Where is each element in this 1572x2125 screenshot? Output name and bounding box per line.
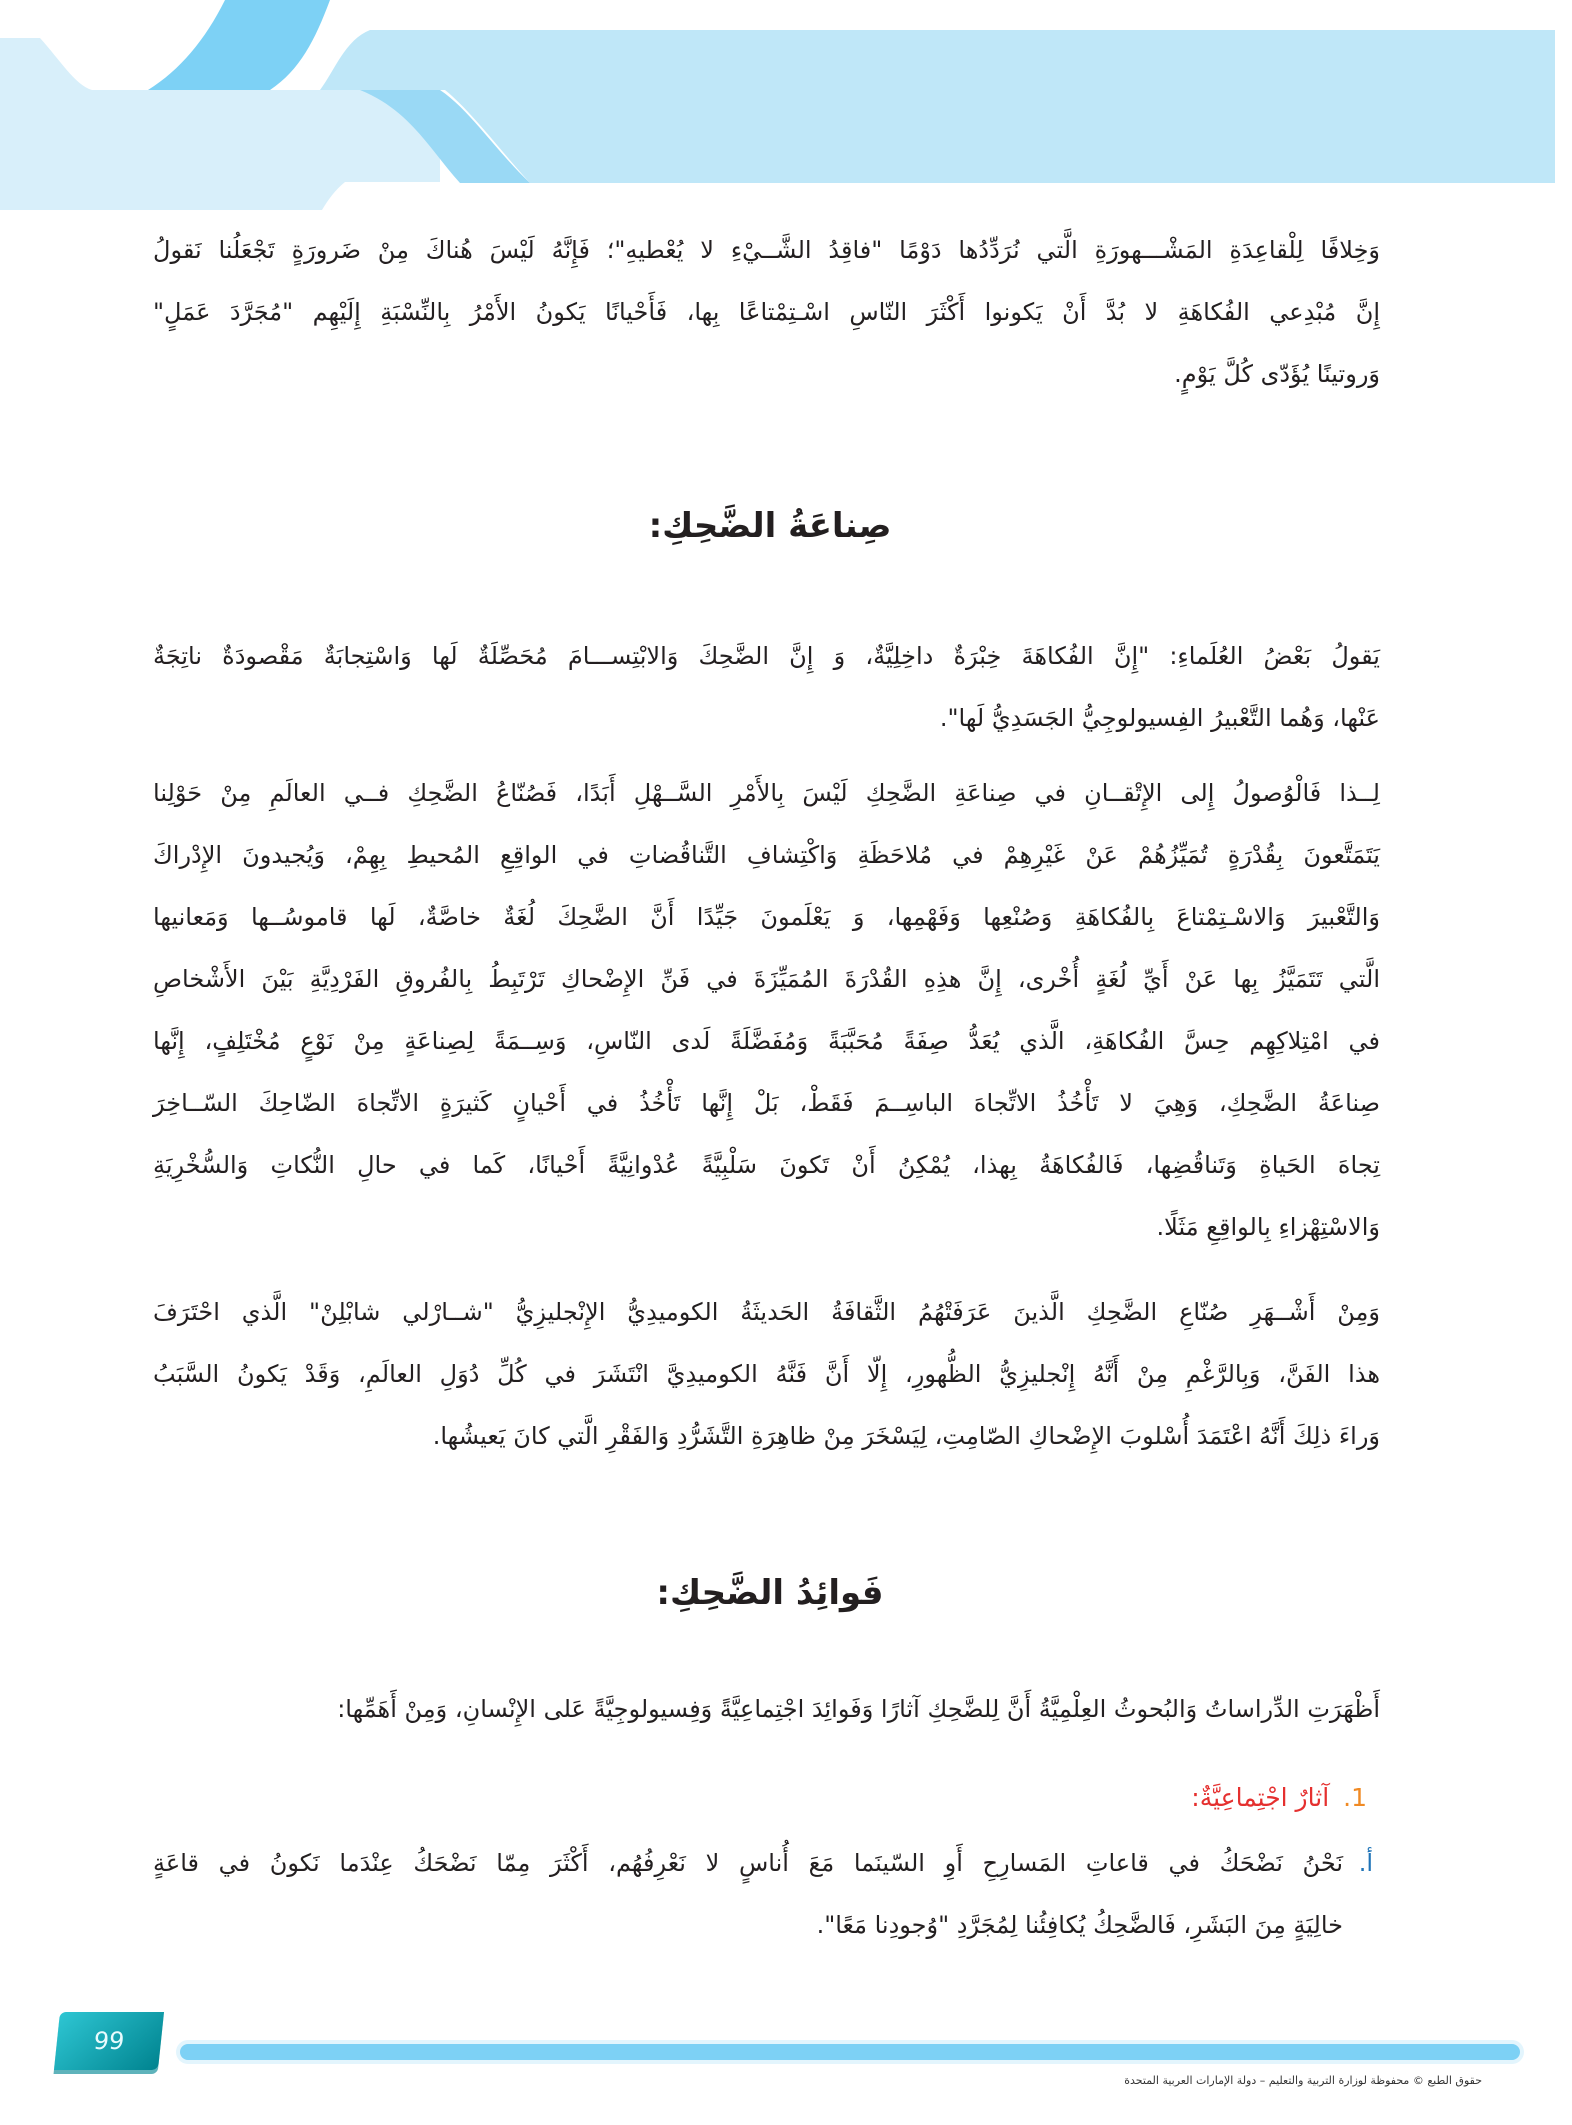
text-line: وَالاسْتِهْزاءِ بِالواقِعِ مَثَلًا.	[1156, 1213, 1380, 1241]
text-line: يَتَمَتَّعونَ بِقُدْرَةٍ تُمَيِّزُهُمْ عَنْ غَيْرِهِمْ في مُلاحَظَةِ وَاكْتِشافِ التَّناقُضاتِ في الواقِعِ المُحيطِ بِهِمْ، وَيُجيدونَ الإِدْراكَ	[153, 841, 1380, 869]
text-line: هذا الفَنَّ، وَبِالرَّغْمِ مِنْ أَنَّهُ إِنْجليزِيُّ الظُّهورِ، إِلّا أَنَّ فَنَّهُ الكوميدِيَّ انْتَشَرَ في كُلِّ دُوَلِ العالَمِ، وَقَدْ يَكونُ السَّبَبُ	[153, 1360, 1380, 1388]
text-line: أَظْهَرَتِ الدِّراساتُ وَالبُحوثُ العِلْمِيَّةُ أَنَّ لِلضَّحِكِ آثارًا وَفَوائِدَ اجْتِماعِيَّةً وَفِسيولوجِيَّةً عَلى الإِنْسانِ، وَمِنْ أَهَمِّها:	[337, 1695, 1380, 1723]
text-line: وَراءَ ذلِكَ أَنَّهُ اعْتَمَدَ أُسْلوبَ الإِضْحاكِ الصّامِتِ، لِيَسْخَرَ مِنْ ظاهِرَةِ التَّشَرُّدِ وَالفَقْرِ الَّتي كانَ يَعيشُها.	[432, 1422, 1380, 1450]
text-line: لِــذا فَالْوُصولُ إِلى الإِتْقــانِ في صِناعَةِ الضَّحِكِ لَيْسَ بِالأَمْرِ السَّــهْلِ أَبَدًا، فَصُنّاعُ الضَّحِكِ فــي العالَمِ مِنْ حَوْلِنا	[153, 779, 1380, 807]
sub-item-marker: أ.	[1358, 1849, 1373, 1877]
text-line: في امْتِلاكِهِم حِسَّ الفُكاهَةِ، الَّذي يُعَدُّ صِفَةً مُحَبَّبَةً وَمُفَضَّلَةً لَدى النّاسِ، وَسِــمَةً لِصِناعَةٍ مِنْ نَوْعٍ مُخْتَلِفٍ، إِنَّها	[153, 1027, 1380, 1055]
header-stripe-dark	[148, 0, 330, 90]
copyright-footer: حقوق الطبع © محفوظة لوزارة التربية والتعليم – دولة الإمارات العربية المتحدة	[1124, 2074, 1482, 2087]
text-line: عَنْها، وَهُما التَّعْبيرُ الفِسيولوجِيُّ الجَسَدِيُّ لَها".	[939, 704, 1380, 732]
paragraph-benefits-intro	[153, 1678, 1380, 1740]
sub-item-a	[153, 1832, 1373, 1956]
list-item-social-effects	[1191, 1774, 1367, 1822]
text-line: الَّتي تَتَمَيَّزُ بِها عَنْ أَيِّ لُغَةٍ أُخْرى، إِنَّ هذِهِ القُدْرَةَ المُمَيِّزَةَ في فَنِّ الإِضْحاكِ تَرْتَبِطُ بِالفُروقِ الفَرْدِيَّةِ بَيْنَ الأَشْخاصِ	[153, 965, 1380, 993]
list-number: 1.	[1343, 1783, 1367, 1812]
text-line: وَروتينًا يُؤَدّى كُلَّ يَوْمٍ.	[1174, 360, 1380, 388]
text-line: يَقولُ بَعْضُ العُلَماءِ: "إِنَّ الفُكاهَةَ خِبْرَةٌ داخِلِيَّةٌ، وَ إِنَّ الضَّحِكَ وَالابْتِســـامَ مُحَصِّلَةٌ لَها وَاسْتِجابَةٌ مَقْصودَةٌ ناتِجَةٌ	[153, 642, 1380, 670]
paragraph-laughter-makers	[153, 762, 1380, 1258]
paragraph-chaplin	[153, 1281, 1380, 1467]
paragraph-intro	[153, 219, 1380, 405]
paragraph-scientists-quote	[153, 625, 1380, 749]
header-decoration	[0, 0, 1572, 210]
section-heading-laughter-industry: صِناعَةُ الضَّحِكِ:	[648, 506, 892, 546]
text-line: تِجاهَ الحَياةِ وَتَناقُضِها، فَالفُكاهَةُ بِهذا، يُمْكِنُ أَنْ تَكونَ سَلْبِيَّةً عُدْوانِيَّةً أَحْيانًا، كَما في حالِ النُّكاتِ وَالسُّخْرِيَةِ	[153, 1151, 1380, 1179]
section-heading-laughter-benefits: فَوائِدُ الضَّحِكِ:	[656, 1573, 884, 1613]
text-line: نَحْنُ نَضْحَكُ في قاعاتِ المَسارِحِ أَوِ السّينَما مَعَ أُناسٍ لا نَعْرِفُهُم، أَكْثَرَ مِمّا نَضْحَكُ عِنْدَما نَكونُ في قاعَةٍ	[153, 1849, 1343, 1877]
text-line: وَالتَّعْبيرَ وَالاسْـتِمْتاعَ بِالفُكاهَةِ وَصُنْعِها وَفَهْمِها، وَ يَعْلَمونَ جَيِّدًا أَنَّ الضَّحِكَ لُغَةٌ خاصَّةٌ، لَها قاموسُــها وَمَعانيها	[153, 903, 1380, 931]
footer-bar	[180, 2044, 1520, 2060]
text-line: وَمِنْ أَشْــهَرِ صُنّاعِ الضَّحِكِ الَّذينَ عَرَفَتْهُمُ الثَّقافَةُ الحَديثَةُ الكوميدِيُّ الإِنْجليزِيُّ "شــارْلي شابْلِنْ" الَّذي احْتَرَفَ	[153, 1298, 1380, 1326]
sub-item-text	[153, 1832, 1343, 1956]
text-line: وَخِلافًا لِلْقاعِدَةِ المَشْـــهورَةِ الَّتي نُرَدِّدُها دَوْمًا "فاقِدُ الشَّــيْءِ لا يُعْطيهِ"؛ فَإِنَّهُ لَيْسَ هُناكَ مِنْ ضَرورَةٍ تَجْعَلُنا نَقولُ	[153, 236, 1380, 264]
text-line: صِناعَةُ الضَّحِكِ، وَهِيَ لا تَأْخُذُ الاتِّجاهَ الباسِــمَ فَقَطْ، بَلْ إِنَّها تَأْخُذُ في أَحْيانٍ كَثيرَةٍ الاتِّجاهَ الضّاحِكَ السّــاخِرَ	[153, 1089, 1380, 1117]
text-line: خالِيَةٍ مِنَ البَشَرِ، فَالضَّحِكُ يُكافِئُنا لِمُجَرَّدِ "وُجودِنا مَعًا".	[816, 1911, 1343, 1939]
page-number: 99	[54, 2012, 164, 2070]
list-item-label: آثارٌ اجْتِماعِيَّةٌ:	[1191, 1783, 1330, 1812]
text-line: إِنَّ مُبْدِعي الفُكاهَةِ لا بُدَّ أَنْ يَكونوا أَكْثَرَ النّاسِ اسْـتِمْتاعًا بِها، فَأَحْيانًا يَكونُ الأَمْرُ بِالنِّسْبَةِ إِلَيْهِم "مُجَرَّدَ عَمَلٍ"	[153, 298, 1380, 326]
